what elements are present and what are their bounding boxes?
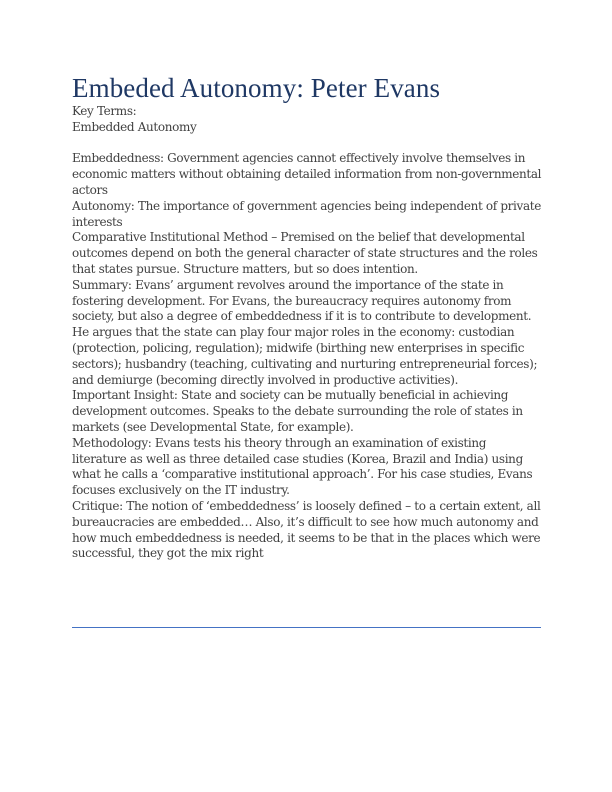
document-page xyxy=(72,72,542,562)
key-terms-heading: Key Terms: xyxy=(72,104,137,118)
key-term-embedded-autonomy: Embedded Autonomy xyxy=(72,119,197,134)
paragraph-spacer xyxy=(72,136,542,152)
paragraph-summary: Summary: Evans’ argument revolves around the importance of the state in fostering development. For Evans, the bureaucracy requires autonomy from society, but also a degree of embeddedness if it is to contribute to development. He argues that the state can play four major roles in the economy: custodian (protection, policing, regulation); midwife (birthing new enterprises in specific sectors); husbandry (teaching, cultivating and nurturing entrepreneurial forces); and demiurge (becoming directly involved in productive activities). xyxy=(72,277,538,387)
page-title: Embeded Autonomy: Peter Evans xyxy=(72,73,441,103)
paragraph-comparative-method: Comparative Institutional Method – Premised on the belief that developmental outcomes depend on both the general character of state structures and the roles that states pursue. Structure matters, but so does intention. xyxy=(72,230,538,276)
paragraph-autonomy: Autonomy: The importance of government agencies being independent of private interests xyxy=(72,198,541,229)
footer-rule xyxy=(72,627,541,628)
paragraph-methodology: Methodology: Evans tests his theory through an examination of existing literature as well as three detailed case studies (Korea, Brazil and India) using what he calls a ‘comparative institutional approach’. For his case studies, Evans focuses exclusively on the IT industry. xyxy=(72,435,533,498)
paragraph-critique: Critique: The notion of ‘embeddedness’ is loosely defined – to a certain extent, all bureaucracies are embedded… Also, it’s difficult to see how much autonomy and how much embeddedness is needed, it seems to be that in the places which were successful, they got the mix right xyxy=(72,498,541,561)
paragraph-important-insight: Important Insight: State and society can be mutually beneficial in achieving development outcomes. Speaks to the debate surrounding the role of states in markets (see Developmental State, for example). xyxy=(72,388,523,434)
paragraph-embeddedness: Embeddedness: Government agencies cannot effectively involve themselves in economic matters without obtaining detailed information from non-governmental actors xyxy=(72,151,542,197)
